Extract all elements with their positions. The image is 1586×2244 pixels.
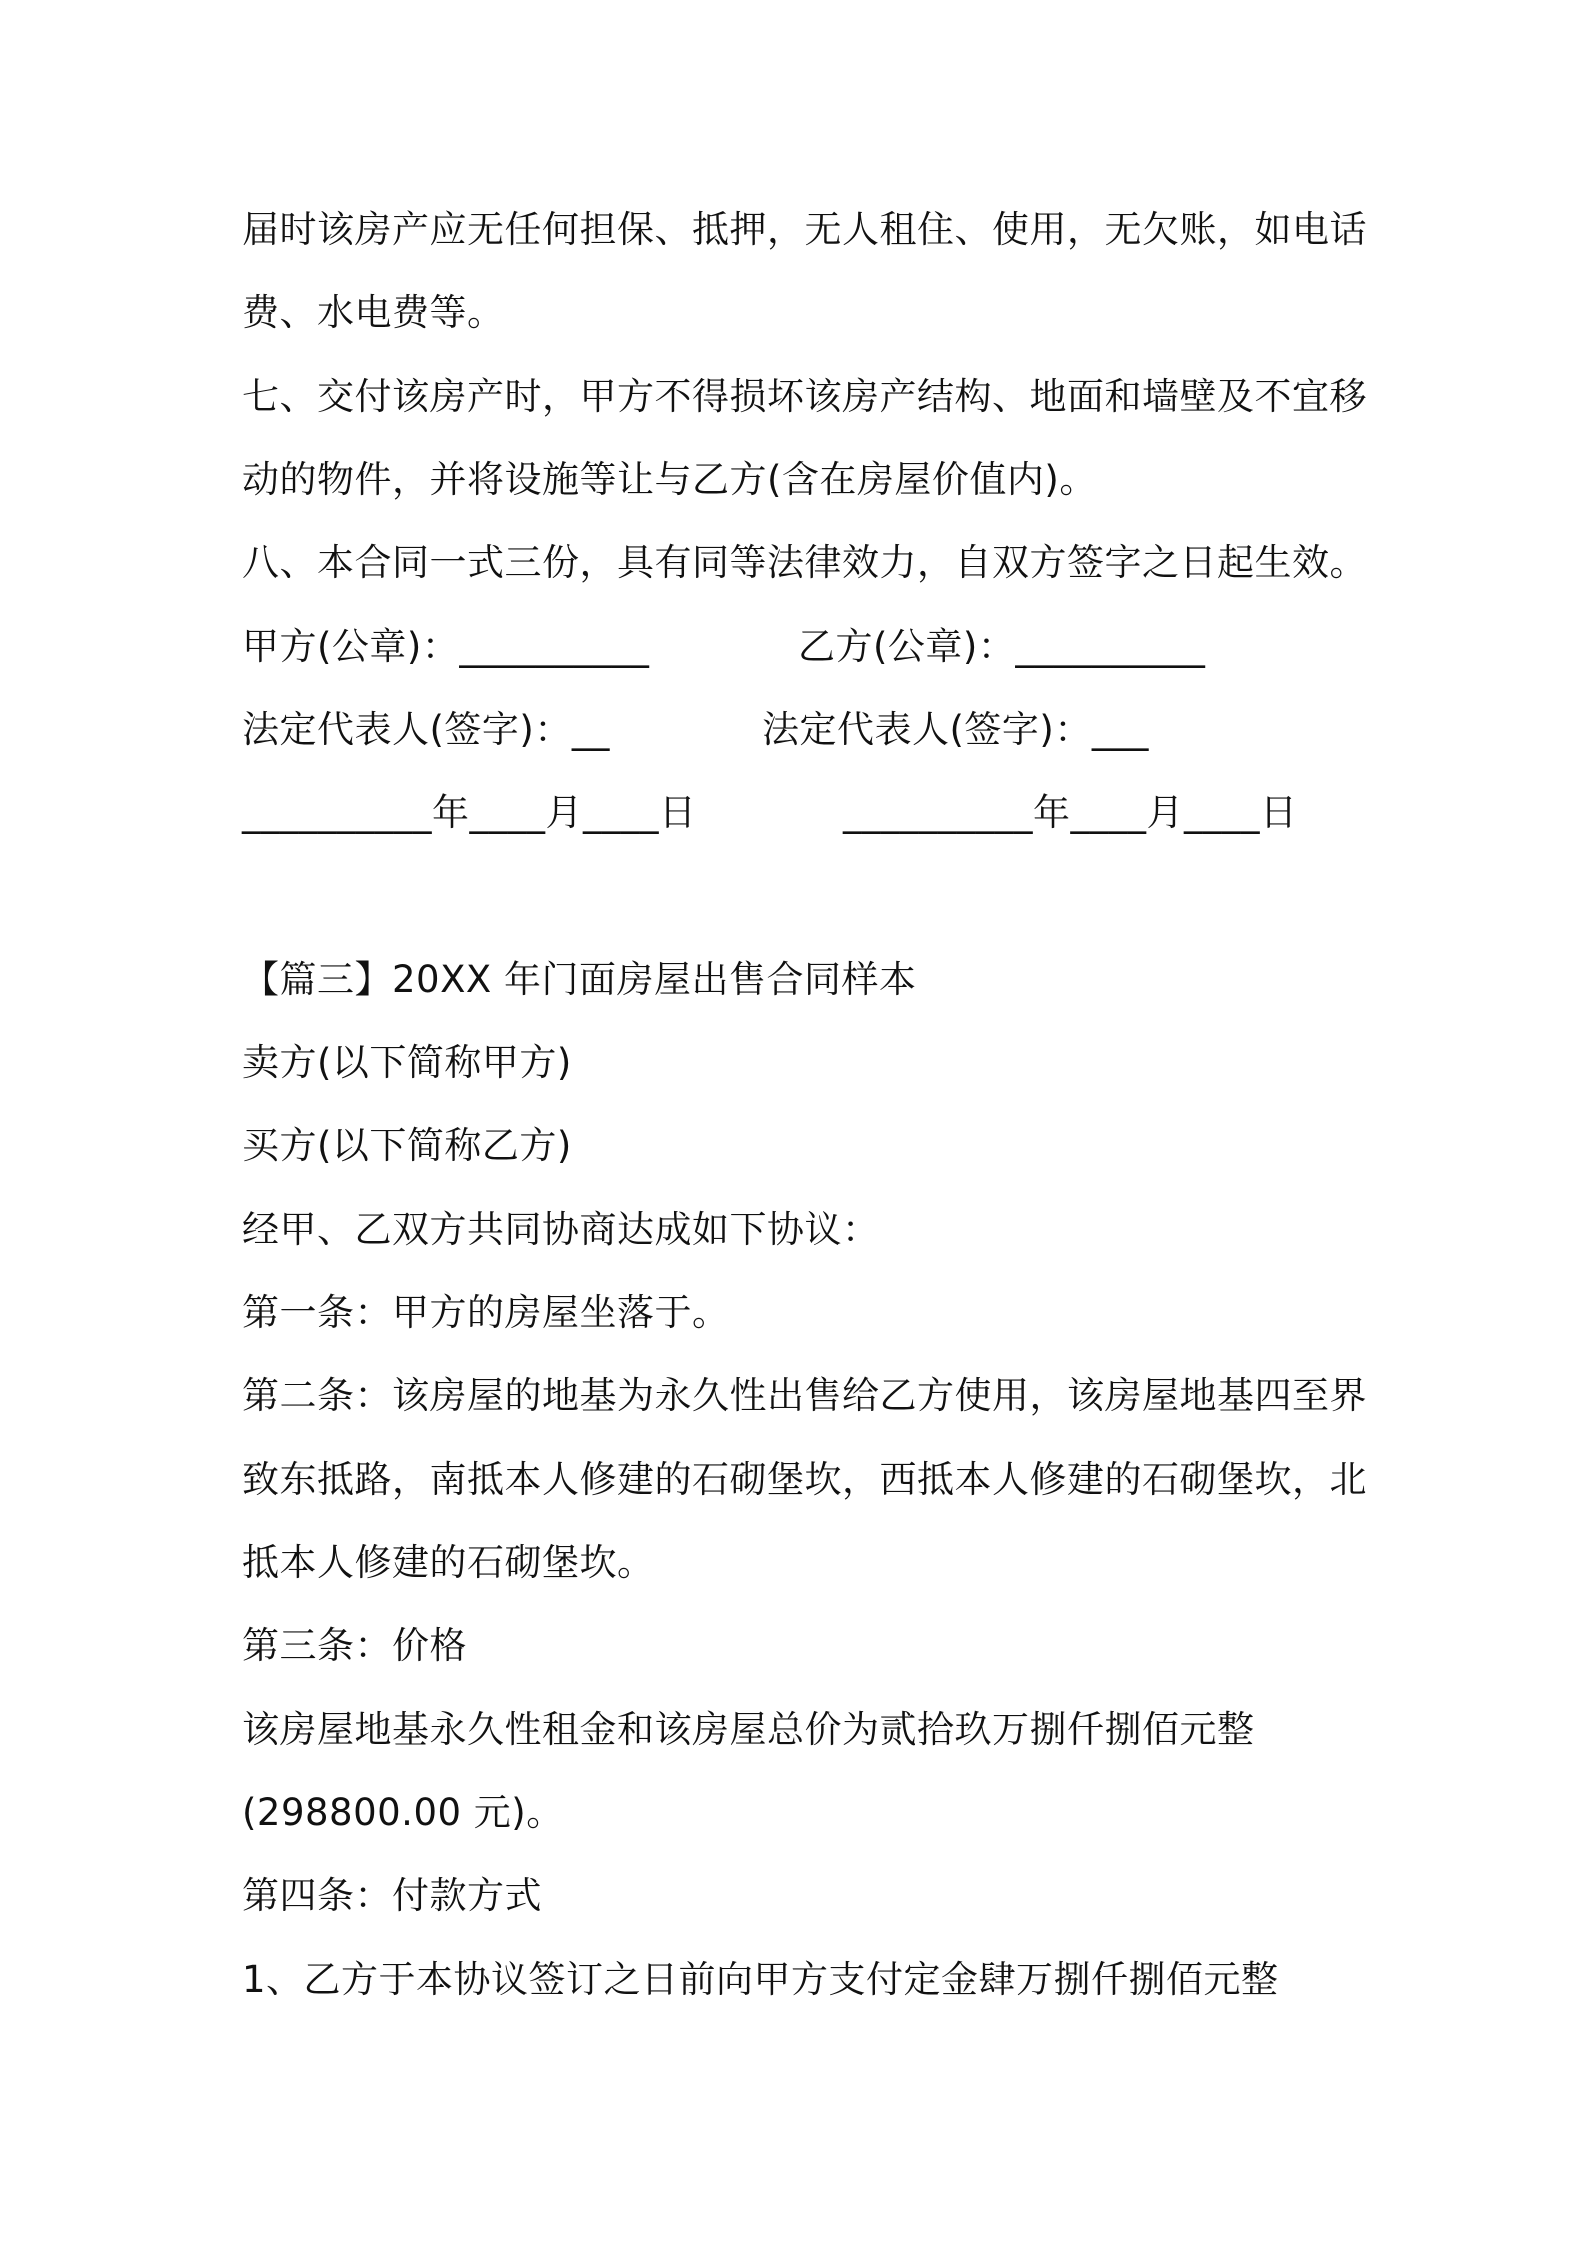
- paragraph-line: 动的物件，并将设施等让与乙方(含在房屋价值内)。: [242, 458, 1097, 501]
- party-a-seal: 甲方(公章)：__________: [242, 625, 650, 668]
- party-b-date: __________年____月____日: [843, 791, 1298, 834]
- clause-seven-line: 七、交付该房产时，甲方不得损坏该房产结构、地面和墙壁及不宜移: [242, 375, 1367, 418]
- article-one: 第一条：甲方的房屋坐落于。: [242, 1291, 730, 1334]
- paragraph-line: 届时该房产应无任何担保、抵押，无人租住、使用，无欠账，如电话: [242, 208, 1367, 251]
- section-title: 【篇三】20XX 年门面房屋出售合同样本: [242, 958, 917, 1001]
- price-line: 该房屋地基永久性租金和该房屋总价为贰拾玖万捌仟捌佰元整: [242, 1708, 1255, 1751]
- seller-line: 卖方(以下简称甲方): [242, 1041, 572, 1084]
- clause-eight-line: 八、本合同一式三份，具有同等法律效力，自双方签字之日起生效。: [242, 541, 1367, 584]
- paragraph-line: 费、水电费等。: [242, 291, 505, 334]
- payment-item-one: 1、乙方于本协议签订之日前向甲方支付定金肆万捌仟捌佰元整: [242, 1958, 1279, 2001]
- price-amount: (298800.00 元)。: [242, 1791, 564, 1834]
- buyer-line: 买方(以下简称乙方): [242, 1124, 572, 1167]
- paragraph-line: 抵本人修建的石砌堡坎。: [242, 1541, 655, 1584]
- party-b-representative: 法定代表人(签字)：___: [762, 708, 1149, 751]
- article-four: 第四条：付款方式: [242, 1874, 542, 1917]
- paragraph-line: 致东抵路，南抵本人修建的石砌堡坎，西抵本人修建的石砌堡坎，北: [242, 1458, 1367, 1501]
- agreement-intro: 经甲、乙双方共同协商达成如下协议：: [242, 1208, 880, 1251]
- article-three: 第三条：价格: [242, 1624, 467, 1667]
- party-a-representative: 法定代表人(签字)：__: [242, 708, 610, 751]
- article-two: 第二条：该房屋的地基为永久性出售给乙方使用，该房屋地基四至界: [242, 1374, 1367, 1417]
- party-a-date: __________年____月____日: [242, 791, 697, 834]
- party-b-seal: 乙方(公章)：__________: [798, 625, 1206, 668]
